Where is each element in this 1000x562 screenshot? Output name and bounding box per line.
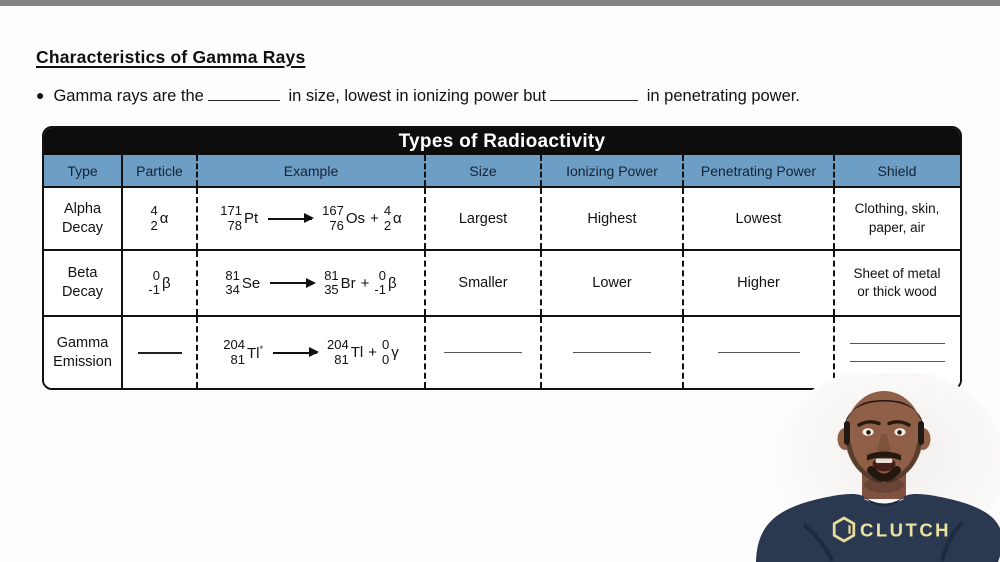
cell-size (424, 317, 540, 388)
penetrating-value: Lowest (735, 210, 782, 227)
nuclide: 204 81 Tl (327, 337, 364, 367)
nuclide: 4 2 α (150, 203, 169, 233)
fill-in-blank (718, 352, 800, 353)
cell-example (196, 188, 424, 249)
nuclide: 0 -1 β (148, 267, 171, 297)
nuclide: 81 34 Se (225, 267, 261, 297)
sideburn (844, 421, 850, 445)
ionizing-value: Lower (592, 275, 632, 291)
fill-in-blank (850, 361, 945, 362)
size-value: Smaller (458, 275, 508, 291)
column-header-particle: Particle (121, 155, 196, 186)
cell-penetrating (682, 188, 833, 249)
fill-in-blank (444, 352, 522, 353)
table-title: Types of Radioactivity (44, 128, 960, 155)
bullet-text (53, 87, 799, 105)
top-bar (0, 0, 1000, 6)
cell-type (44, 251, 121, 315)
table-row (44, 249, 960, 315)
cell-shield (833, 251, 959, 315)
blank-dash (138, 352, 182, 354)
nuclide: 167 76 Os (322, 203, 366, 233)
type-line: Beta (67, 265, 98, 282)
cell-ionizing (540, 317, 682, 388)
reaction-arrow (273, 352, 317, 354)
radioactivity-table (42, 126, 962, 390)
nuclide: 0 0 γ (381, 337, 399, 367)
cell-particle (121, 188, 196, 249)
penetrating-value: Higher (737, 275, 780, 291)
nuclide: 0 -1 β (374, 267, 397, 297)
table-body (44, 186, 960, 388)
nuclide: 204 81 Tl* (223, 337, 263, 367)
fill-in-blank (573, 352, 651, 353)
cell-type (44, 317, 121, 388)
size-value: Largest (458, 210, 508, 227)
shield-line: Sheet of metal (853, 265, 941, 281)
cell-type (44, 188, 121, 249)
column-header-ionizing-power: Ionizing Power (540, 155, 682, 186)
cell-particle (121, 251, 196, 315)
bullet-marker: ● (36, 86, 45, 103)
cell-example (196, 317, 424, 388)
presenter-photo (748, 373, 1000, 562)
column-header-type: Type (67, 162, 98, 179)
fill-in-blank (850, 343, 945, 344)
table-header-row (44, 155, 960, 186)
teeth (876, 459, 893, 464)
table-row (44, 186, 960, 249)
type-line: Decay (61, 219, 104, 236)
cell-ionizing (540, 188, 682, 249)
clutch-logo-text: CLUTCH (860, 519, 952, 541)
bullet-line (36, 85, 800, 106)
cell-example (196, 251, 424, 315)
reaction-arrow (270, 282, 314, 284)
column-header-example: Example (196, 155, 424, 186)
fill-in-blank (550, 85, 638, 101)
ionizing-value: Highest (587, 210, 637, 227)
nuclide: 4 2 α (383, 203, 402, 233)
plus-sign: + (360, 274, 370, 292)
shield-line: paper, air (868, 219, 926, 235)
pupil (866, 430, 871, 435)
bullet-segment: in size, lowest in ionizing power but (283, 86, 547, 105)
plus-sign: + (368, 344, 377, 361)
cell-penetrating (682, 251, 833, 315)
shield-line: or thick wood (857, 284, 937, 299)
column-header-shield: Shield (833, 155, 959, 186)
type-line: Gamma (56, 334, 109, 351)
cell-size (424, 251, 540, 315)
column-header-penetrating-power: Penetrating Power (682, 155, 833, 186)
sideburn (918, 421, 924, 445)
cell-size (424, 188, 540, 249)
bullet-segment: in penetrating power. (642, 86, 800, 105)
pupil (897, 430, 902, 435)
reaction-arrow (268, 218, 312, 220)
type-line: Emission (53, 353, 112, 370)
column-header-size: Size (424, 155, 540, 186)
type-line: Decay (61, 284, 104, 300)
page-title: Characteristics of Gamma Rays (36, 47, 306, 67)
bullet-segment: Gamma rays are the (53, 86, 204, 105)
cell-shield (833, 188, 959, 249)
excited-state-mark: * (259, 343, 263, 354)
nuclide: 171 78 Pt (220, 203, 259, 233)
shield-line: Clothing, skin, (854, 201, 940, 217)
fill-in-blank (208, 85, 280, 101)
cell-particle (121, 317, 196, 388)
nuclide: 81 35 Br (324, 267, 356, 297)
cell-ionizing (540, 251, 682, 315)
plus-sign: + (370, 210, 379, 227)
type-line: Alpha (63, 200, 102, 217)
